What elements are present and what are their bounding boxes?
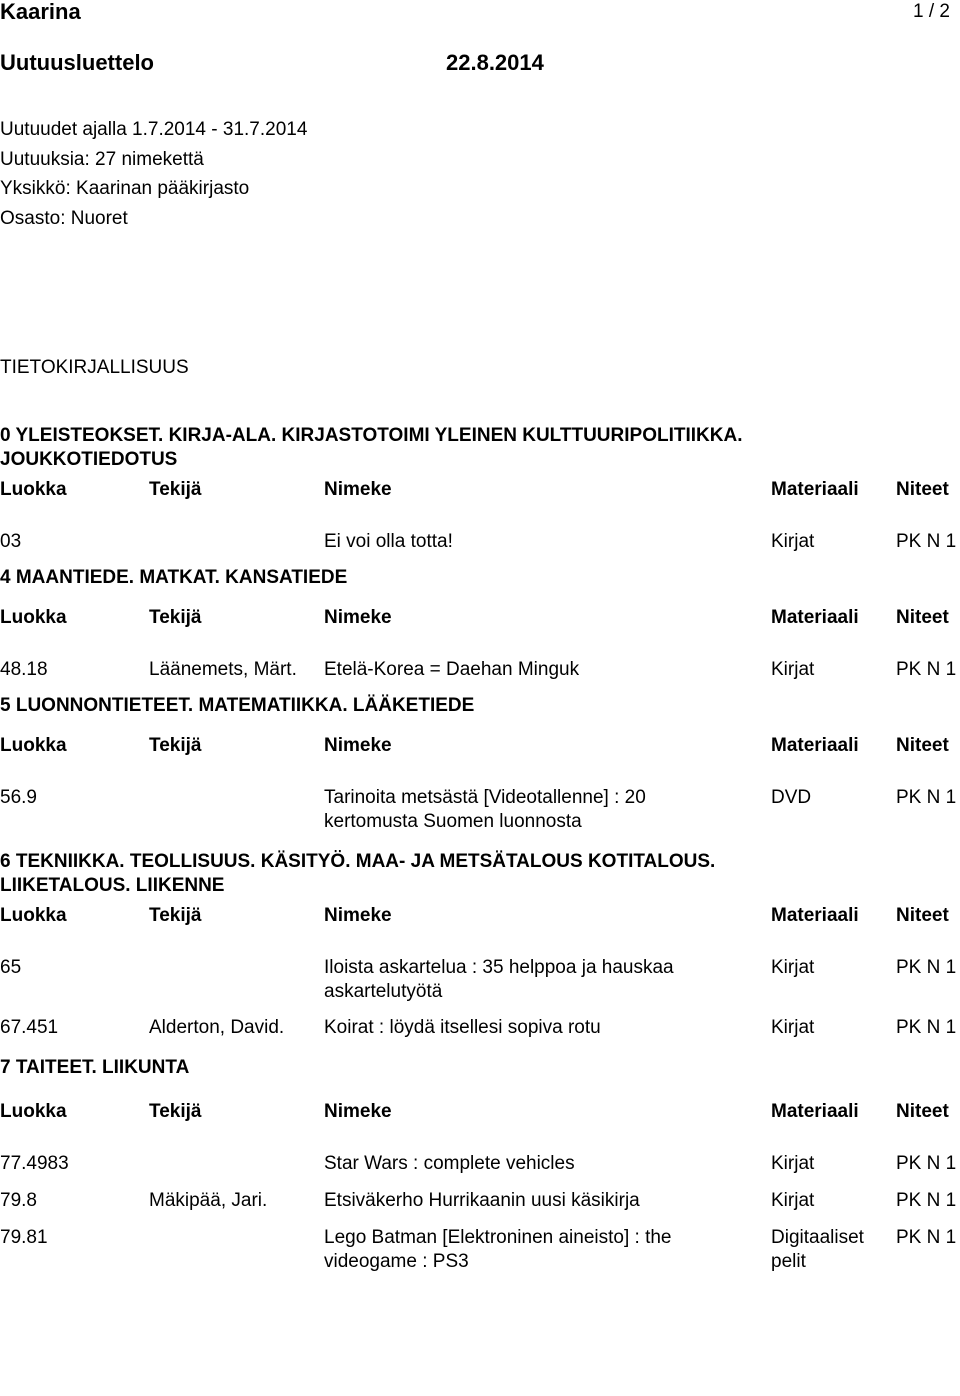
cell-title: Tarinoita metsästä [Videotallenne] : 20 kertomusta Suomen luonnosta xyxy=(324,787,646,832)
section-title: 6 TEKNIIKKA. TEOLLISUUS. KÄSITYÖ. MAA- JA METSÄTALOUS KOTITALOUS. LIIKETALOUS. LIIKENNE xyxy=(0,851,716,896)
column-header-class: Luokka xyxy=(0,905,67,926)
list-title: Uutuusluettelo xyxy=(0,50,154,75)
cell-material: Kirjat xyxy=(771,659,815,680)
period-text: Uutuudet ajalla 1.7.2014 - 31.7.2014 xyxy=(0,119,308,140)
column-header-row xyxy=(0,904,960,928)
column-header-author: Tekijä xyxy=(149,607,202,628)
cell-title: Iloista askartelua : 35 helppoa ja hauskaa askartelutyötä xyxy=(324,957,674,1002)
cell-material: Kirjat xyxy=(771,1153,815,1174)
column-header-material: Materiaali xyxy=(771,1101,859,1122)
cell-material: Kirjat xyxy=(771,531,815,552)
cell-material: DVD xyxy=(771,787,812,808)
column-header-row xyxy=(0,1100,960,1124)
table-row xyxy=(0,530,960,554)
column-header-material: Materiaali xyxy=(771,607,859,628)
cell-class: 67.451 xyxy=(0,1017,59,1038)
table-row xyxy=(0,1189,960,1213)
column-header-row xyxy=(0,478,960,502)
cell-material: Kirjat xyxy=(771,957,815,978)
cell-material: Kirjat xyxy=(771,1017,815,1038)
catalog-sections xyxy=(0,424,960,1276)
cell-copies: PK N 1 xyxy=(896,531,957,552)
list-date: 22.8.2014 xyxy=(446,50,544,75)
cell-title: Koirat : löydä itsellesi sopiva rotu xyxy=(324,1017,601,1038)
cell-class: 03 xyxy=(0,531,22,552)
count-text: Uutuuksia: 27 nimekettä xyxy=(0,148,204,170)
cell-title: Etsiväkerho Hurrikaanin uusi käsikirja xyxy=(324,1190,640,1211)
column-header-row xyxy=(0,734,960,758)
column-header-copies: Niteet xyxy=(896,1101,949,1122)
column-header-author: Tekijä xyxy=(149,1101,202,1122)
table-row xyxy=(0,786,960,836)
catalog-section xyxy=(0,694,960,836)
column-header-class: Luokka xyxy=(0,607,67,628)
department-text: Osasto: Nuoret xyxy=(0,207,128,229)
column-header-material: Materiaali xyxy=(771,905,859,926)
column-header-copies: Niteet xyxy=(896,607,949,628)
section-title: 5 LUONNONTIETEET. MATEMATIIKKA. LÄÄKETIEDE xyxy=(0,695,475,716)
column-header-title: Nimeke xyxy=(324,607,392,628)
list-metadata xyxy=(0,115,307,233)
cell-title: Star Wars : complete vehicles xyxy=(324,1153,575,1174)
column-header-class: Luokka xyxy=(0,1101,67,1122)
column-header-copies: Niteet xyxy=(896,905,949,926)
column-header-class: Luokka xyxy=(0,479,67,500)
cell-class: 48.18 xyxy=(0,659,48,680)
column-header-author: Tekijä xyxy=(149,905,202,926)
cell-class: 79.81 xyxy=(0,1227,48,1248)
section-title: 0 YLEISTEOKSET. KIRJA-ALA. KIRJASTOTOIMI YLEINEN KULTTUURIPOLITIIKKA. JOUKKOTIEDOTUS xyxy=(0,425,743,470)
section-title: 7 TAITEET. LIIKUNTA xyxy=(0,1057,190,1078)
cell-title: Lego Batman [Elektroninen aineisto] : the videogame : PS3 xyxy=(324,1227,672,1272)
table-row xyxy=(0,956,960,1006)
cell-author: Mäkipää, Jari. xyxy=(149,1190,268,1211)
catalog-section xyxy=(0,850,960,1040)
cell-material: Kirjat xyxy=(771,1190,815,1211)
cell-class: 77.4983 xyxy=(0,1153,69,1174)
cell-title: Ei voi olla totta! xyxy=(324,531,453,552)
cell-copies: PK N 1 xyxy=(896,1017,957,1038)
column-header-class: Luokka xyxy=(0,735,67,756)
catalog-section xyxy=(0,424,960,554)
cell-class: 79.8 xyxy=(0,1190,37,1211)
cell-material: Digitaaliset pelit xyxy=(771,1227,864,1272)
table-row xyxy=(0,1152,960,1176)
column-header-row xyxy=(0,606,960,630)
page-number: 1 / 2 xyxy=(913,1,950,22)
table-row xyxy=(0,1226,960,1276)
cell-copies: PK N 1 xyxy=(896,659,957,680)
column-header-title: Nimeke xyxy=(324,1101,392,1122)
column-header-material: Materiaali xyxy=(771,479,859,500)
library-name: Kaarina xyxy=(0,0,81,24)
column-header-copies: Niteet xyxy=(896,735,949,756)
catalog-section xyxy=(0,1056,960,1276)
column-header-title: Nimeke xyxy=(324,479,392,500)
cell-copies: PK N 1 xyxy=(896,1153,957,1174)
cell-class: 56.9 xyxy=(0,787,37,808)
catalog-section xyxy=(0,566,960,682)
cell-title: Etelä-Korea = Daehan Minguk xyxy=(324,659,580,680)
cell-copies: PK N 1 xyxy=(896,1227,957,1248)
table-row xyxy=(0,1016,960,1040)
cell-copies: PK N 1 xyxy=(896,1190,957,1211)
table-row xyxy=(0,658,960,682)
column-header-title: Nimeke xyxy=(324,735,392,756)
column-header-author: Tekijä xyxy=(149,479,202,500)
section-title: 4 MAANTIEDE. MATKAT. KANSATIEDE xyxy=(0,567,348,588)
column-header-copies: Niteet xyxy=(896,479,949,500)
cell-class: 65 xyxy=(0,957,22,978)
cell-author: Alderton, David. xyxy=(149,1017,285,1038)
cell-author: Läänemets, Märt. xyxy=(149,659,297,680)
column-header-title: Nimeke xyxy=(324,905,392,926)
unit-text: Yksikkö: Kaarinan pääkirjasto xyxy=(0,178,250,199)
cell-copies: PK N 1 xyxy=(896,787,957,808)
cell-copies: PK N 1 xyxy=(896,957,957,978)
column-header-author: Tekijä xyxy=(149,735,202,756)
column-header-material: Materiaali xyxy=(771,735,859,756)
main-category: TIETOKIRJALLISUUS xyxy=(0,357,189,378)
